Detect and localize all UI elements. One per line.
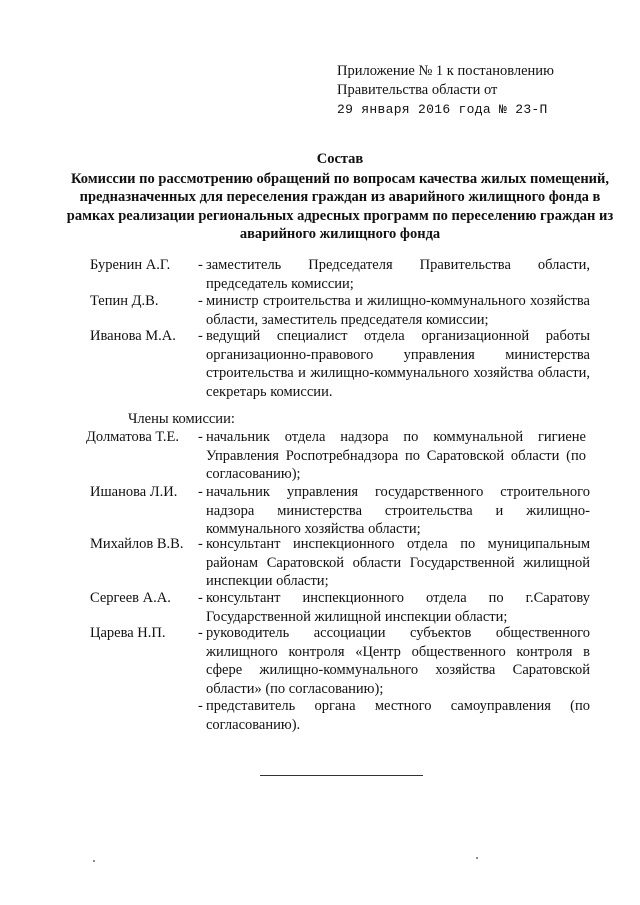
person-role: заместитель Председателя Правительства области, председатель комиссии; (206, 257, 590, 292)
person-role: консультант инспекционного отдела по муниципальным районам Саратовской области Государственной жилищной инспекции области; (206, 536, 590, 589)
person-role: консультант инспекционного отдела по г.Саратову Государственной жилищной инспекции области; (206, 590, 590, 625)
person-role: ведущий специалист отдела организационной работы организационно-правового управления министерства строительства и жилищно-коммунального хозяйства области, секретарь комиссии. (206, 328, 590, 400)
members-heading: Члены комиссии: (128, 411, 235, 427)
dash-mark: - (198, 293, 203, 309)
scan-speck (93, 860, 95, 862)
person-name: Царева Н.П. (90, 625, 166, 641)
person-name: Долматова Т.Е. (86, 429, 179, 445)
list-item-leader-2 (90, 292, 590, 329)
appendix-header (337, 62, 622, 119)
person-role: представитель органа местного самоуправления (по согласованию). (206, 698, 590, 733)
person-role: руководитель ассоциации субъектов общественного жилищного контроля «Центр общественного контроля в сфере жилищно-коммунального хозяйства Саратовской области» (по согласованию); (206, 625, 590, 697)
separator-line (260, 775, 423, 776)
person-role: начальник управления государственного строительного надзора министерства строительства и жилищно-коммунального хозяйства области; (206, 484, 590, 537)
dash-mark: - (198, 625, 203, 641)
list-item-member-1 (86, 428, 586, 484)
document-title (60, 150, 620, 244)
list-item-leader-1 (90, 256, 590, 293)
dash-mark: - (198, 328, 203, 344)
dash-mark: - (198, 698, 203, 714)
person-role: министр строительства и жилищно-коммунального хозяйства области, заместитель председателя комиссии; (206, 293, 590, 328)
dash-mark: - (198, 590, 203, 606)
person-role: начальник отдела надзора по коммунальной гигиене Управления Роспотребнадзора по Саратовской области (по согласованию); (206, 429, 586, 482)
dash-mark: - (198, 257, 203, 273)
list-item-member-5 (90, 624, 590, 698)
list-item-member-4 (90, 589, 590, 626)
list-item-member-3 (90, 535, 590, 591)
person-name: Тепин Д.В. (90, 293, 159, 309)
list-item-member-6 (90, 697, 590, 734)
dash-mark: - (198, 484, 203, 500)
appendix-line-3: 29 января 2016 года № 23-П (337, 102, 548, 117)
person-name: Сергеев А.А. (90, 590, 171, 606)
person-name: Иванова М.А. (90, 328, 176, 344)
title-word: Состав (316, 151, 364, 167)
appendix-line-2: Правительства области от (337, 82, 498, 98)
person-name: Ишанова Л.И. (90, 484, 178, 500)
dash-mark: - (198, 536, 203, 552)
list-item-member-2 (90, 483, 590, 539)
person-name: Михайлов В.В. (90, 536, 184, 552)
scan-speck (476, 857, 478, 859)
list-item-leader-3 (90, 327, 590, 401)
person-name: Буренин А.Г. (90, 257, 171, 273)
appendix-line-1: Приложение № 1 к постановлению (337, 63, 554, 79)
title-text: Комиссии по рассмотрению обращений по вопросам качества жилых помещений, предназначенных для переселения граждан из аварийного жилищного фонда в рамках реализации региональных адресных программ по переселению граждан из аварийного жилищного фонда (66, 170, 614, 242)
dash-mark: - (198, 429, 203, 445)
